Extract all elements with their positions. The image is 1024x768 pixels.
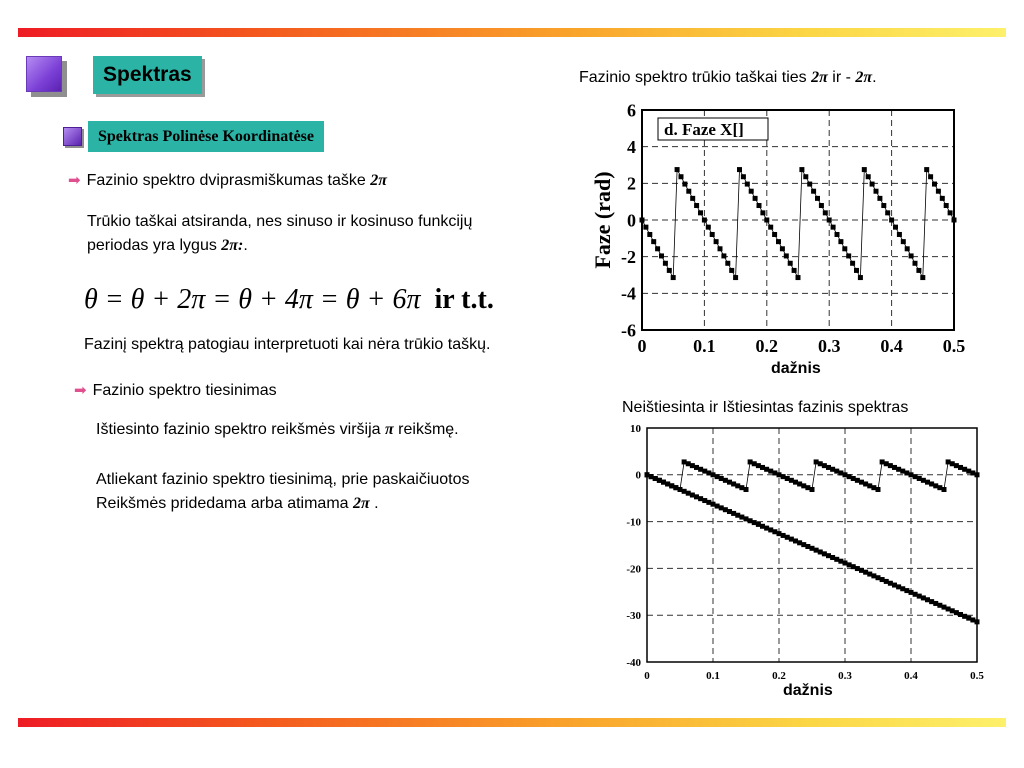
data-point <box>913 261 918 266</box>
data-point <box>702 218 707 223</box>
data-point <box>831 225 836 230</box>
data-point <box>952 218 957 223</box>
data-point <box>866 174 871 179</box>
data-point <box>870 182 875 187</box>
data-point <box>827 218 832 223</box>
data-point <box>718 246 723 251</box>
series-connector <box>944 462 948 490</box>
data-point <box>862 167 867 172</box>
data-point <box>928 174 933 179</box>
data-point <box>714 239 719 244</box>
top-gradient-bar <box>18 28 1006 37</box>
series-connector <box>798 170 802 278</box>
x-tick-label: 0.5 <box>942 336 966 356</box>
arrow-bullet-icon: ➡ <box>74 382 87 399</box>
data-point <box>764 218 769 223</box>
data-point <box>679 174 684 179</box>
data-point <box>744 487 749 492</box>
data-point <box>768 225 773 230</box>
data-point <box>877 196 882 201</box>
x-tick-label: 0.2 <box>772 670 786 682</box>
phase-chart <box>588 100 988 360</box>
x-tick-label: 0.3 <box>817 336 841 356</box>
paragraph-2: Fazinį spektrą patogiau interpretuoti kai nėra trūkio taškų. <box>84 336 491 353</box>
legend-label: d. Faze X[] <box>664 120 744 139</box>
square-bullet-icon <box>63 127 82 146</box>
data-point <box>753 196 758 201</box>
series-connector <box>680 462 684 490</box>
x-tick-label: 0 <box>637 336 647 356</box>
series-connector <box>746 462 750 490</box>
data-point <box>792 268 797 273</box>
chart1-xlabel: dažnis <box>771 360 821 377</box>
bottom-gradient-bar <box>18 718 1006 727</box>
data-point <box>944 203 949 208</box>
y-tick-label: -6 <box>621 320 636 341</box>
data-point <box>729 268 734 273</box>
data-point <box>671 275 676 280</box>
data-point <box>710 232 715 237</box>
data-point <box>643 225 648 230</box>
paragraph-4-line-1: Atliekant fazinio spektro tiesinimą, prie paskaičiuotos <box>96 471 470 488</box>
chart2-caption: Neištiesinta ir Ištiesintas fazinis spektras <box>622 399 909 416</box>
y-tick-label: -20 <box>626 563 641 576</box>
plot-frame <box>647 428 977 662</box>
data-point <box>741 174 746 179</box>
data-point <box>799 167 804 172</box>
square-bullet-icon <box>26 56 62 92</box>
data-point <box>846 253 851 258</box>
slide-title: Spektras <box>93 56 202 94</box>
y-axis-label: Faze (rad) <box>590 171 615 269</box>
data-point <box>667 268 672 273</box>
data-point <box>675 167 680 172</box>
bullet-item-1: ➡ Fazinio spektro dviprasmiškumas taške 2π <box>68 172 387 189</box>
x-tick-label: 0.4 <box>880 336 903 356</box>
paragraph-1-line-1: Trūkio taškai atsiranda, nes sinuso ir kosinuso funkcijų <box>87 213 473 230</box>
unwrapped-phase-chart <box>612 420 992 690</box>
data-point <box>909 253 914 258</box>
data-point <box>757 203 762 208</box>
data-point <box>690 196 695 201</box>
series-connector <box>878 462 882 490</box>
data-point <box>721 253 726 258</box>
data-point <box>881 203 886 208</box>
data-point <box>807 182 812 187</box>
series-connector <box>736 170 740 278</box>
chart2-xlabel: dažnis <box>783 682 833 699</box>
data-point <box>905 246 910 251</box>
data-point <box>858 275 863 280</box>
x-tick-label: 0.5 <box>970 670 984 682</box>
data-point <box>772 232 777 237</box>
data-point <box>749 189 754 194</box>
data-point <box>803 174 808 179</box>
data-point <box>640 218 645 223</box>
data-point <box>975 472 980 477</box>
data-point <box>948 210 953 215</box>
series-connector <box>923 170 927 278</box>
data-point <box>889 218 894 223</box>
data-point <box>810 487 815 492</box>
x-tick-label: 0 <box>644 670 650 682</box>
data-point <box>737 167 742 172</box>
data-point <box>819 203 824 208</box>
data-point <box>682 182 687 187</box>
data-point <box>698 210 703 215</box>
data-point <box>942 487 947 492</box>
data-point <box>874 189 879 194</box>
paragraph-1-line-2: periodas yra lygus 2π:. <box>87 237 248 254</box>
data-point <box>694 203 699 208</box>
data-point <box>975 619 980 624</box>
phase-equation: θ = θ + 2π = θ + 4π = θ + 6π ir t.t. <box>84 284 494 315</box>
x-tick-label: 0.1 <box>706 670 720 682</box>
data-point <box>733 275 738 280</box>
data-point <box>854 268 859 273</box>
data-point <box>725 261 730 266</box>
data-point <box>663 261 668 266</box>
x-tick-label: 0.4 <box>904 670 918 682</box>
slide-subtitle: Spektras Polinėse Koordinatėse <box>88 121 324 152</box>
arrow-bullet-icon: ➡ <box>68 172 81 189</box>
data-point <box>760 210 765 215</box>
y-tick-label: 4 <box>627 136 636 157</box>
y-tick-label: -2 <box>621 246 636 267</box>
data-point <box>651 239 656 244</box>
bullet-item-2: ➡ Fazinio spektro tiesinimas <box>74 382 277 399</box>
data-point <box>647 232 652 237</box>
data-point <box>940 196 945 201</box>
y-tick-label: -4 <box>621 283 636 304</box>
x-tick-label: 0.3 <box>838 670 852 682</box>
y-tick-label: 0 <box>635 469 641 482</box>
data-point <box>745 182 750 187</box>
data-point <box>936 189 941 194</box>
chart1-caption: Fazinio spektro trūkio taškai ties 2π ir - 2π. <box>579 69 877 86</box>
data-point <box>850 261 855 266</box>
data-point <box>897 232 902 237</box>
y-tick-label: 10 <box>630 422 641 435</box>
data-point <box>901 239 906 244</box>
paragraph-4-line-2: Reikšmės pridedama arba atimama 2π . <box>96 495 379 512</box>
y-tick-label: 6 <box>627 100 636 121</box>
x-tick-label: 0.2 <box>755 336 779 356</box>
y-tick-label: -40 <box>626 656 641 669</box>
y-tick-label: -10 <box>626 516 641 529</box>
data-point <box>780 246 785 251</box>
data-point <box>842 246 847 251</box>
data-point <box>659 253 664 258</box>
data-point <box>838 239 843 244</box>
data-point <box>784 253 789 258</box>
data-point <box>932 182 937 187</box>
data-point <box>916 268 921 273</box>
data-point <box>706 225 711 230</box>
x-tick-label: 0.1 <box>693 336 716 356</box>
data-point <box>835 232 840 237</box>
data-point <box>924 167 929 172</box>
series-connector <box>812 462 816 490</box>
data-point <box>876 487 881 492</box>
y-tick-label: 2 <box>627 173 636 194</box>
data-point <box>920 275 925 280</box>
paragraph-3: Ištiesinto fazinio spektro reikšmės viršija π reikšmę. <box>96 421 459 438</box>
series-connector <box>860 170 864 278</box>
data-point <box>823 210 828 215</box>
data-point <box>811 189 816 194</box>
data-point <box>655 246 660 251</box>
y-tick-label: 0 <box>627 210 636 231</box>
data-point <box>893 225 898 230</box>
data-point <box>815 196 820 201</box>
y-tick-label: -30 <box>626 610 641 623</box>
series-connector <box>673 170 677 278</box>
data-point <box>686 189 691 194</box>
data-point <box>796 275 801 280</box>
data-point <box>788 261 793 266</box>
data-point <box>885 210 890 215</box>
data-point <box>776 239 781 244</box>
